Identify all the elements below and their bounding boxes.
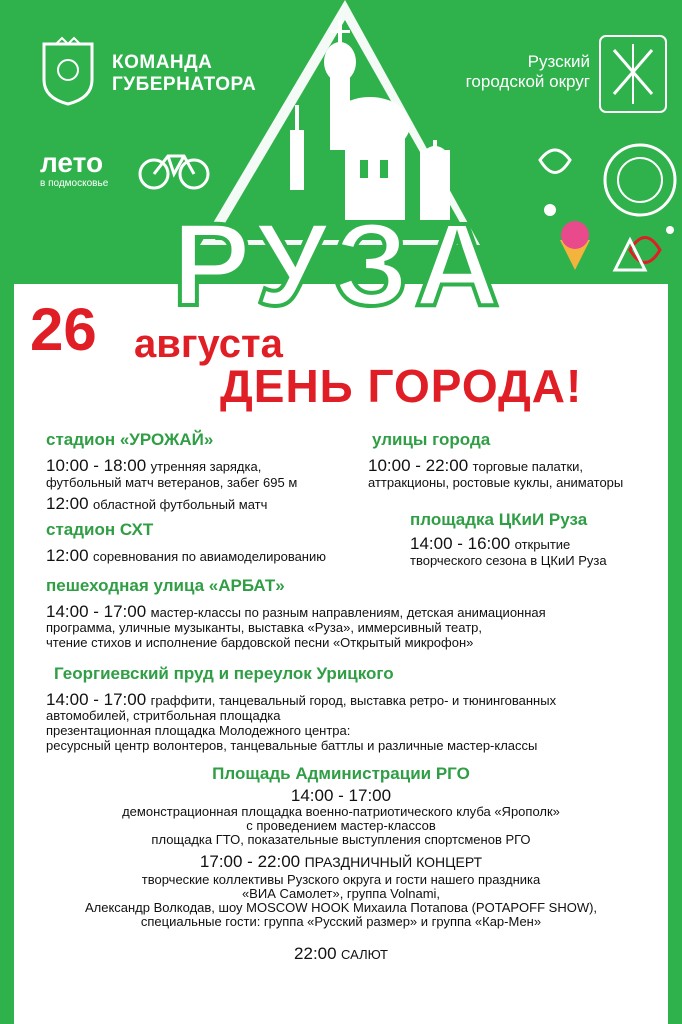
venue-ckii-desc-1b: творческого сезона в ЦКиИ Руза xyxy=(410,553,607,568)
venue-pond-desc-1a: граффити, танцевальный город, выставка ретро- и тюнингованных xyxy=(150,693,557,708)
summer-logo-sub: в подмосковье xyxy=(40,178,109,189)
venue-skht-desc-1: соревнования по авиамоделированию xyxy=(93,549,326,564)
venue-urozhay-time-2: 12:00 xyxy=(46,494,89,513)
region-line-1: Рузский xyxy=(527,52,590,71)
town-title: РУЗА xyxy=(172,199,506,331)
venue-ckii-title: площадка ЦКиИ Руза xyxy=(410,510,588,529)
venue-streets-title: улицы города xyxy=(372,430,491,449)
venue-arbat-desc-1a: мастер-классы по разным направлениям, детская анимационная xyxy=(150,605,546,620)
date-month: августа xyxy=(134,322,283,366)
date-day: 26 xyxy=(30,296,97,363)
venue-admin-title: Площадь Администрации РГО xyxy=(212,764,470,783)
venue-urozhay-desc-1a: утренняя зарядка, xyxy=(150,459,262,474)
venue-admin-desc-1b: с проведением мастер-классов xyxy=(246,818,436,833)
venue-admin-desc-1a: демонстрационная площадка военно-патриотического клуба «Ярополк» xyxy=(122,804,560,819)
venue-urozhay-desc-1b: футбольный матч ветеранов, забег 695 м xyxy=(46,475,298,490)
team-line-2: ГУБЕРНАТОРА xyxy=(112,74,257,95)
venue-streets-desc-1a: торговые палатки, xyxy=(472,459,584,474)
venue-urozhay-desc-2: областной футбольный матч xyxy=(93,497,268,512)
venue-pond-title: Георгиевский пруд и переулок Урицкого xyxy=(54,664,394,683)
venue-streets-time-1: 10:00 - 22:00 xyxy=(368,456,469,475)
venue-urozhay-title: стадион «УРОЖАЙ» xyxy=(46,430,214,449)
venue-admin-desc-3: САЛЮТ xyxy=(341,947,388,962)
moscow-region-emblem-icon xyxy=(40,36,96,106)
event-title: ДЕНЬ ГОРОДА! xyxy=(220,360,583,412)
venue-arbat-title: пешеходная улица «АРБАТ» xyxy=(46,576,285,595)
venue-admin-time-3: 22:00 xyxy=(294,944,337,963)
venue-pond-desc-1b: автомобилей, стритбольная площадка xyxy=(46,708,281,723)
venue-admin-concert-label: ПРАЗДНИЧНЫЙ КОНЦЕРТ xyxy=(304,854,483,870)
venue-arbat-desc-1c: чтение стихов и исполнение бардовской песни «Открытый микрофон» xyxy=(46,635,474,650)
ruza-coat-of-arms-icon xyxy=(598,34,668,114)
bicycle-icon xyxy=(138,146,210,192)
venue-arbat-time-1: 14:00 - 17:00 xyxy=(46,602,147,621)
venue-arbat-desc-1b: программа, уличные музыканты, выставка «Руза», иммерсивный театр, xyxy=(46,620,483,635)
venue-admin-time-2: 17:00 - 22:00 xyxy=(199,852,301,871)
venue-admin-desc-2a: творческие коллективы Рузского округа и гости нашего праздника xyxy=(141,872,541,887)
venue-admin-desc-1c: площадка ГТО, показательные выступления спортсменов РГО xyxy=(151,832,531,847)
venue-ckii-time-1: 14:00 - 16:00 xyxy=(410,534,511,553)
venue-skht-title: стадион СХТ xyxy=(46,520,154,539)
venue-ckii-desc-1a: открытие xyxy=(514,537,571,552)
venue-admin-desc-2c: Александр Волкодав, шоу MOSCOW HOOK Михаила Потапова (POTAPOFF SHOW), xyxy=(84,900,598,915)
venue-urozhay-time-1: 10:00 - 18:00 xyxy=(46,456,147,475)
team-line-1: КОМАНДА xyxy=(112,52,213,73)
summer-logo-word: лето xyxy=(40,147,104,178)
venue-pond-desc-1c: презентационная площадка Молодежного центра: xyxy=(46,723,351,738)
venue-pond-time-1: 14:00 - 17:00 xyxy=(46,690,147,709)
venue-skht-time-1: 12:00 xyxy=(46,546,89,565)
venue-admin-desc-2b: «ВИА Самолет», группа Volnami, xyxy=(241,886,441,901)
venue-pond-desc-1d: ресурсный центр волонтеров, танцевальные баттлы и различные мастер-классы xyxy=(46,738,538,753)
venue-admin-desc-2d: специальные гости: группа «Русский размер» и группа «Кар-Мен» xyxy=(140,914,542,929)
region-line-2: городской округ xyxy=(465,72,590,91)
venue-admin-time-1: 14:00 - 17:00 xyxy=(290,786,392,805)
venue-streets-desc-1b: аттракционы, ростовые куклы, аниматоры xyxy=(368,475,624,490)
